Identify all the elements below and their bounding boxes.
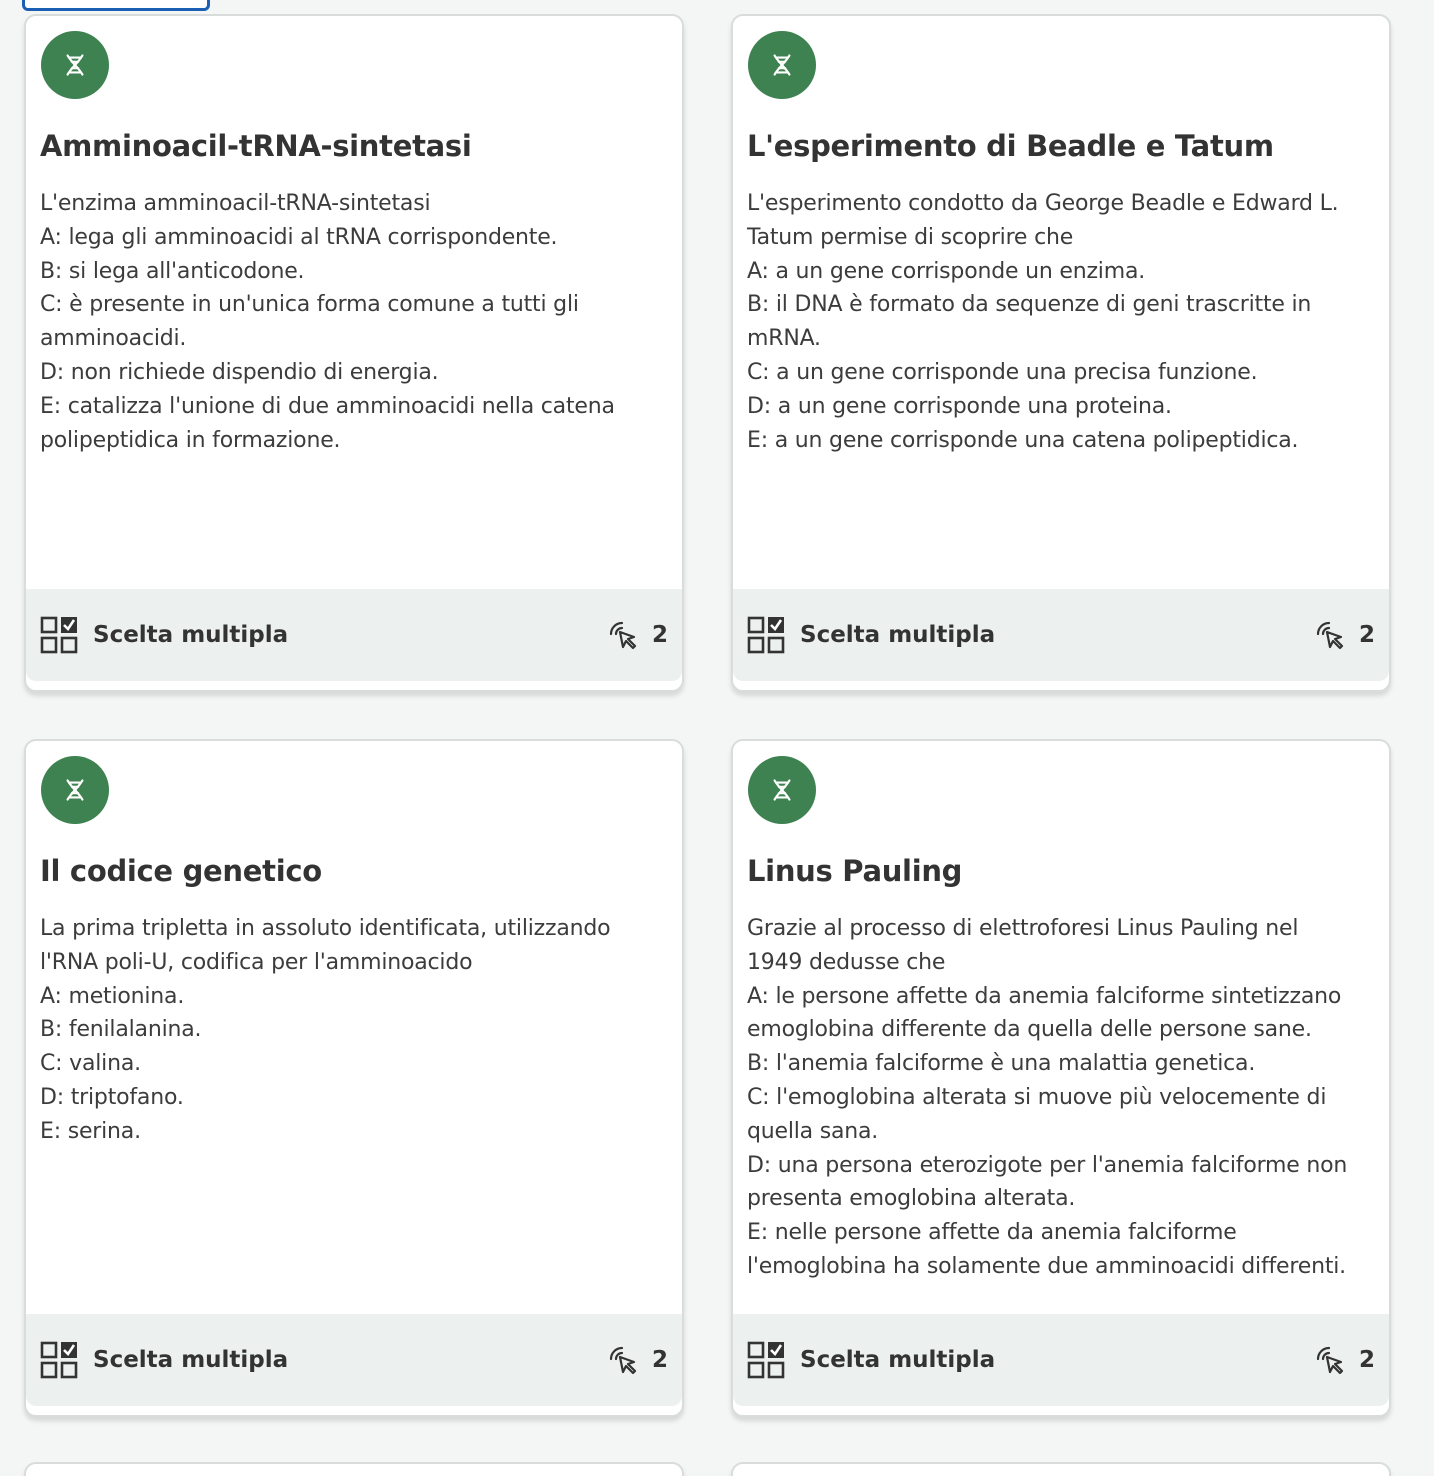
card-title: Amminoacil-tRNA-sintetasi: [40, 129, 472, 163]
question-line: 1949 dedusse che: [747, 949, 946, 975]
exercise-card[interactable]: [24, 14, 684, 692]
multiple-choice-icon: [747, 1340, 785, 1380]
card-question: [747, 912, 1371, 1284]
question-line: E: nelle persone affette da anemia falciforme: [747, 1220, 1237, 1246]
click-icon: [1315, 620, 1345, 650]
question-line: A: metionina.: [40, 983, 185, 1009]
multiple-choice-icon: [747, 615, 785, 655]
click-icon: [608, 1345, 638, 1375]
question-line: A: le persone affette da anemia falciforme sintetizzano: [747, 983, 1342, 1009]
card-footer: [26, 589, 682, 681]
question-line: B: il DNA è formato da sequenze di geni trascritte in: [747, 292, 1312, 318]
question-line: amminoacidi.: [40, 326, 187, 352]
question-line: L'esperimento condotto da George Beadle e Edward L.: [747, 191, 1339, 216]
dna-icon: [41, 31, 109, 99]
selected-tab-indicator[interactable]: [22, 0, 210, 11]
exercise-card[interactable]: [24, 739, 684, 1417]
card-footer: [733, 1314, 1389, 1406]
question-line: C: valina.: [40, 1051, 141, 1077]
question-type-label: Scelta multipla: [800, 622, 996, 648]
card-question: [747, 187, 1371, 457]
question-line: D: una persona eterozigote per l'anemia falciforme non: [747, 1152, 1348, 1178]
exercise-card[interactable]: [731, 739, 1391, 1417]
interaction-count: 2: [651, 1347, 668, 1373]
question-line: B: si lega all'anticodone.: [40, 258, 305, 284]
card-footer: [26, 1314, 682, 1406]
interaction-count: 2: [1358, 622, 1375, 648]
question-line: B: fenilalanina.: [40, 1017, 202, 1043]
question-line: emoglobina differente da quella delle persone sane.: [747, 1017, 1312, 1043]
card-title: L'esperimento di Beadle e Tatum: [747, 129, 1274, 163]
click-icon: [1315, 1345, 1345, 1375]
question-line: D: a un gene corrisponde una proteina.: [747, 393, 1172, 419]
exercise-card[interactable]: [731, 14, 1391, 692]
card-footer: [733, 589, 1389, 681]
multiple-choice-icon: [40, 615, 78, 655]
question-type-label: Scelta multipla: [93, 622, 289, 648]
question-line: A: a un gene corrisponde un enzima.: [747, 258, 1146, 284]
question-line: L'enzima amminoacil-tRNA-sintetasi: [40, 191, 431, 216]
question-line: mRNA.: [747, 326, 821, 352]
question-line: C: è presente in un'unica forma comune a tutti gli: [40, 292, 579, 318]
card-title: Linus Pauling: [747, 854, 963, 888]
multiple-choice-icon: [40, 1340, 78, 1380]
question-line: Grazie al processo di elettroforesi Linus Pauling nel: [747, 916, 1299, 941]
card-question: [40, 187, 664, 457]
question-line: Tatum permise di scoprire che: [747, 224, 1074, 250]
question-line: polipeptidica in formazione.: [40, 427, 341, 453]
question-line: E: catalizza l'unione di due amminoacidi nella catena: [40, 393, 615, 419]
question-line: l'emoglobina ha solamente due amminoacidi differenti.: [747, 1253, 1346, 1279]
exercise-card-partial[interactable]: [731, 1462, 1391, 1476]
dna-icon: [748, 31, 816, 99]
question-line: l'RNA poli-U, codifica per l'amminoacido: [40, 949, 473, 975]
interaction-count: 2: [1358, 1347, 1375, 1373]
question-line: quella sana.: [747, 1118, 879, 1144]
question-line: E: a un gene corrisponde una catena polipeptidica.: [747, 427, 1299, 453]
question-type-label: Scelta multipla: [800, 1347, 996, 1373]
question-line: La prima tripletta in assoluto identificata, utilizzando: [40, 916, 611, 941]
question-line: B: l'anemia falciforme è una malattia genetica.: [747, 1051, 1256, 1077]
dna-icon: [41, 756, 109, 824]
question-line: D: non richiede dispendio di energia.: [40, 359, 439, 385]
question-line: E: serina.: [40, 1118, 141, 1144]
question-line: C: a un gene corrisponde una precisa funzione.: [747, 359, 1258, 385]
click-icon: [608, 620, 638, 650]
question-type-label: Scelta multipla: [93, 1347, 289, 1373]
card-title: Il codice genetico: [40, 854, 322, 888]
question-line: D: triptofano.: [40, 1084, 184, 1110]
question-line: C: l'emoglobina alterata si muove più velocemente di: [747, 1084, 1327, 1110]
question-line: A: lega gli amminoacidi al tRNA corrispondente.: [40, 224, 558, 250]
exercise-card-partial[interactable]: [24, 1462, 684, 1476]
interaction-count: 2: [651, 622, 668, 648]
card-question: [40, 912, 664, 1149]
question-line: presenta emoglobina alterata.: [747, 1186, 1076, 1212]
dna-icon: [748, 756, 816, 824]
